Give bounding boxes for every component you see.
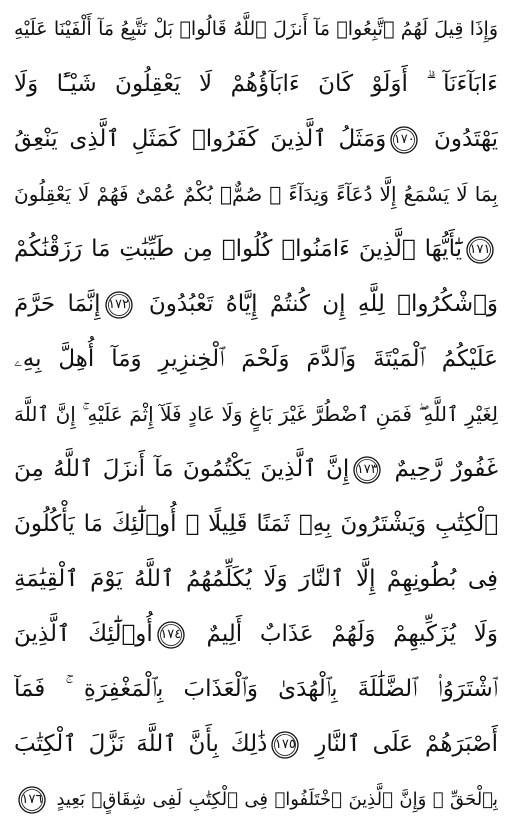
verse-text: ءَابَآءَنَآ ۗ أَوَلَوْ كَانَ ءَابَآؤُهُمْ لَا يَعْقِلُونَ شَيْـًٔا وَلَا <box>14 71 498 97</box>
ayah-end-marker <box>156 620 186 650</box>
text-line <box>14 717 498 772</box>
ayah-end-marker <box>465 235 495 265</box>
ayah-number: ١٧٥ <box>274 736 296 752</box>
ayah-number: ١٧٢ <box>108 296 130 312</box>
verse-text: أُو۟لَٰٓئِكَ ٱلَّذِينَ <box>14 621 153 647</box>
text-line <box>14 332 498 387</box>
verse-text: وَإِذَا قِيلَ لَهُمُ ٱتَّبِعُوا۟ مَآ أَنزَلَ ٱللَّهُ قَالُوا۟ بَلْ نَتَّبِعُ مَآ أَلْفَيْنَا عَلَيْهِ <box>14 18 498 40</box>
verse-text: أَصْبَرَهُمْ عَلَى ٱلنَّارِ <box>315 731 498 757</box>
ayah-end-marker <box>17 785 47 815</box>
ayah-end-marker <box>389 125 419 155</box>
ayah-number: ١٧٤ <box>160 626 182 642</box>
verse-text: فِى بُطُونِهِمْ إِلَّا ٱلنَّارَ وَلَا يُكَلِّمُهُمُ ٱللَّهُ يَوْمَ ٱلْقِيَٰمَةِ <box>14 566 498 592</box>
text-line <box>14 662 498 717</box>
verse-text: عَلَيْكُمُ ٱلْمَيْتَةَ وَٱلدَّمَ وَلَحْمَ ٱلْخِنزِيرِ وَمَآ أُهِلَّ بِهِۦ <box>14 346 498 372</box>
verse-text: لِغَيْرِ ٱللَّهِ ۖ فَمَنِ ٱضْطُرَّ غَيْرَ بَاغٍ وَلَا عَادٍ فَلَآ إِثْمَ عَلَيْهِ ۚ إِنَّ ٱللَّهَ <box>14 402 498 426</box>
verse-text: يَٰٓأَيُّهَا ٱلَّذِينَ ءَامَنُوا۟ كُلُوا۟ مِن طَيِّبَٰتِ مَا رَزَقْنَٰكُمْ <box>14 236 462 262</box>
text-line <box>14 387 498 442</box>
verse-text: يَهْتَدُونَ <box>433 126 498 152</box>
verse-text: بِٱلْحَقِّ ۗ وَإِنَّ ٱلَّذِينَ ٱخْتَلَفُوا۟ فِى ٱلْكِتَٰبِ لَفِى شِقَاقٍۭ بَعِيدٍ <box>56 789 498 810</box>
verse-text: ذَٰلِكَ بِأَنَّ ٱللَّهَ نَزَّلَ ٱلْكِتَٰبَ <box>14 731 268 757</box>
verse-text: ٱشْتَرَوُا۟ ٱلضَّلَٰلَةَ بِٱلْهُدَىٰ وَٱلْعَذَابَ بِٱلْمَغْفِرَةِ ۚ فَمَآ <box>14 676 498 702</box>
text-line <box>14 167 498 222</box>
text-line <box>14 552 498 607</box>
quran-text-block <box>14 2 498 827</box>
ayah-number: ١٧٣ <box>356 461 378 477</box>
text-line <box>14 442 498 497</box>
ayah-end-marker <box>104 290 134 320</box>
verse-text: ٱلْكِتَٰبِ وَيَشْتَرُونَ بِهِۦ ثَمَنًا قَلِيلًا ۙ أُو۟لَٰٓئِكَ مَا يَأْكُلُونَ <box>14 511 498 537</box>
text-line <box>14 772 498 827</box>
ayah-number: ١٧٠ <box>393 131 415 147</box>
verse-text: وَٱشْكُرُوا۟ لِلَّهِ إِن كُنتُمْ إِيَّاهُ تَعْبُدُونَ <box>148 291 498 317</box>
verse-text: إِنَّمَا حَرَّمَ <box>14 291 101 317</box>
text-line <box>14 277 498 332</box>
ayah-end-marker <box>270 730 300 760</box>
verse-text: غَفُورٌ رَّحِيمٌ <box>394 456 498 482</box>
text-line <box>14 497 498 552</box>
text-line <box>14 112 498 167</box>
text-line <box>14 607 498 662</box>
verse-text: وَلَا يُزَكِّيهِمْ وَلَهُمْ عَذَابٌ أَلِيمٌ <box>206 621 498 647</box>
text-line <box>14 57 498 112</box>
text-line <box>14 222 498 277</box>
verse-text: بِمَا لَا يَسْمَعُ إِلَّا دُعَآءً وَنِدَآءً ۚ صُمٌّۢ بُكْمٌ عُمْىٌ فَهُمْ لَا يَعْقِلُونَ <box>14 182 498 206</box>
ayah-number: ١٧١ <box>469 241 491 257</box>
verse-text: إِنَّ ٱلَّذِينَ يَكْتُمُونَ مَآ أَنزَلَ ٱللَّهُ مِنَ <box>14 456 350 482</box>
text-line <box>14 2 498 57</box>
ayah-number: ١٧٦ <box>21 792 43 807</box>
verse-text: وَمَثَلُ ٱلَّذِينَ كَفَرُوا۟ كَمَثَلِ ٱلَّذِى يَنْعِقُ <box>14 126 387 152</box>
ayah-end-marker <box>352 455 382 485</box>
